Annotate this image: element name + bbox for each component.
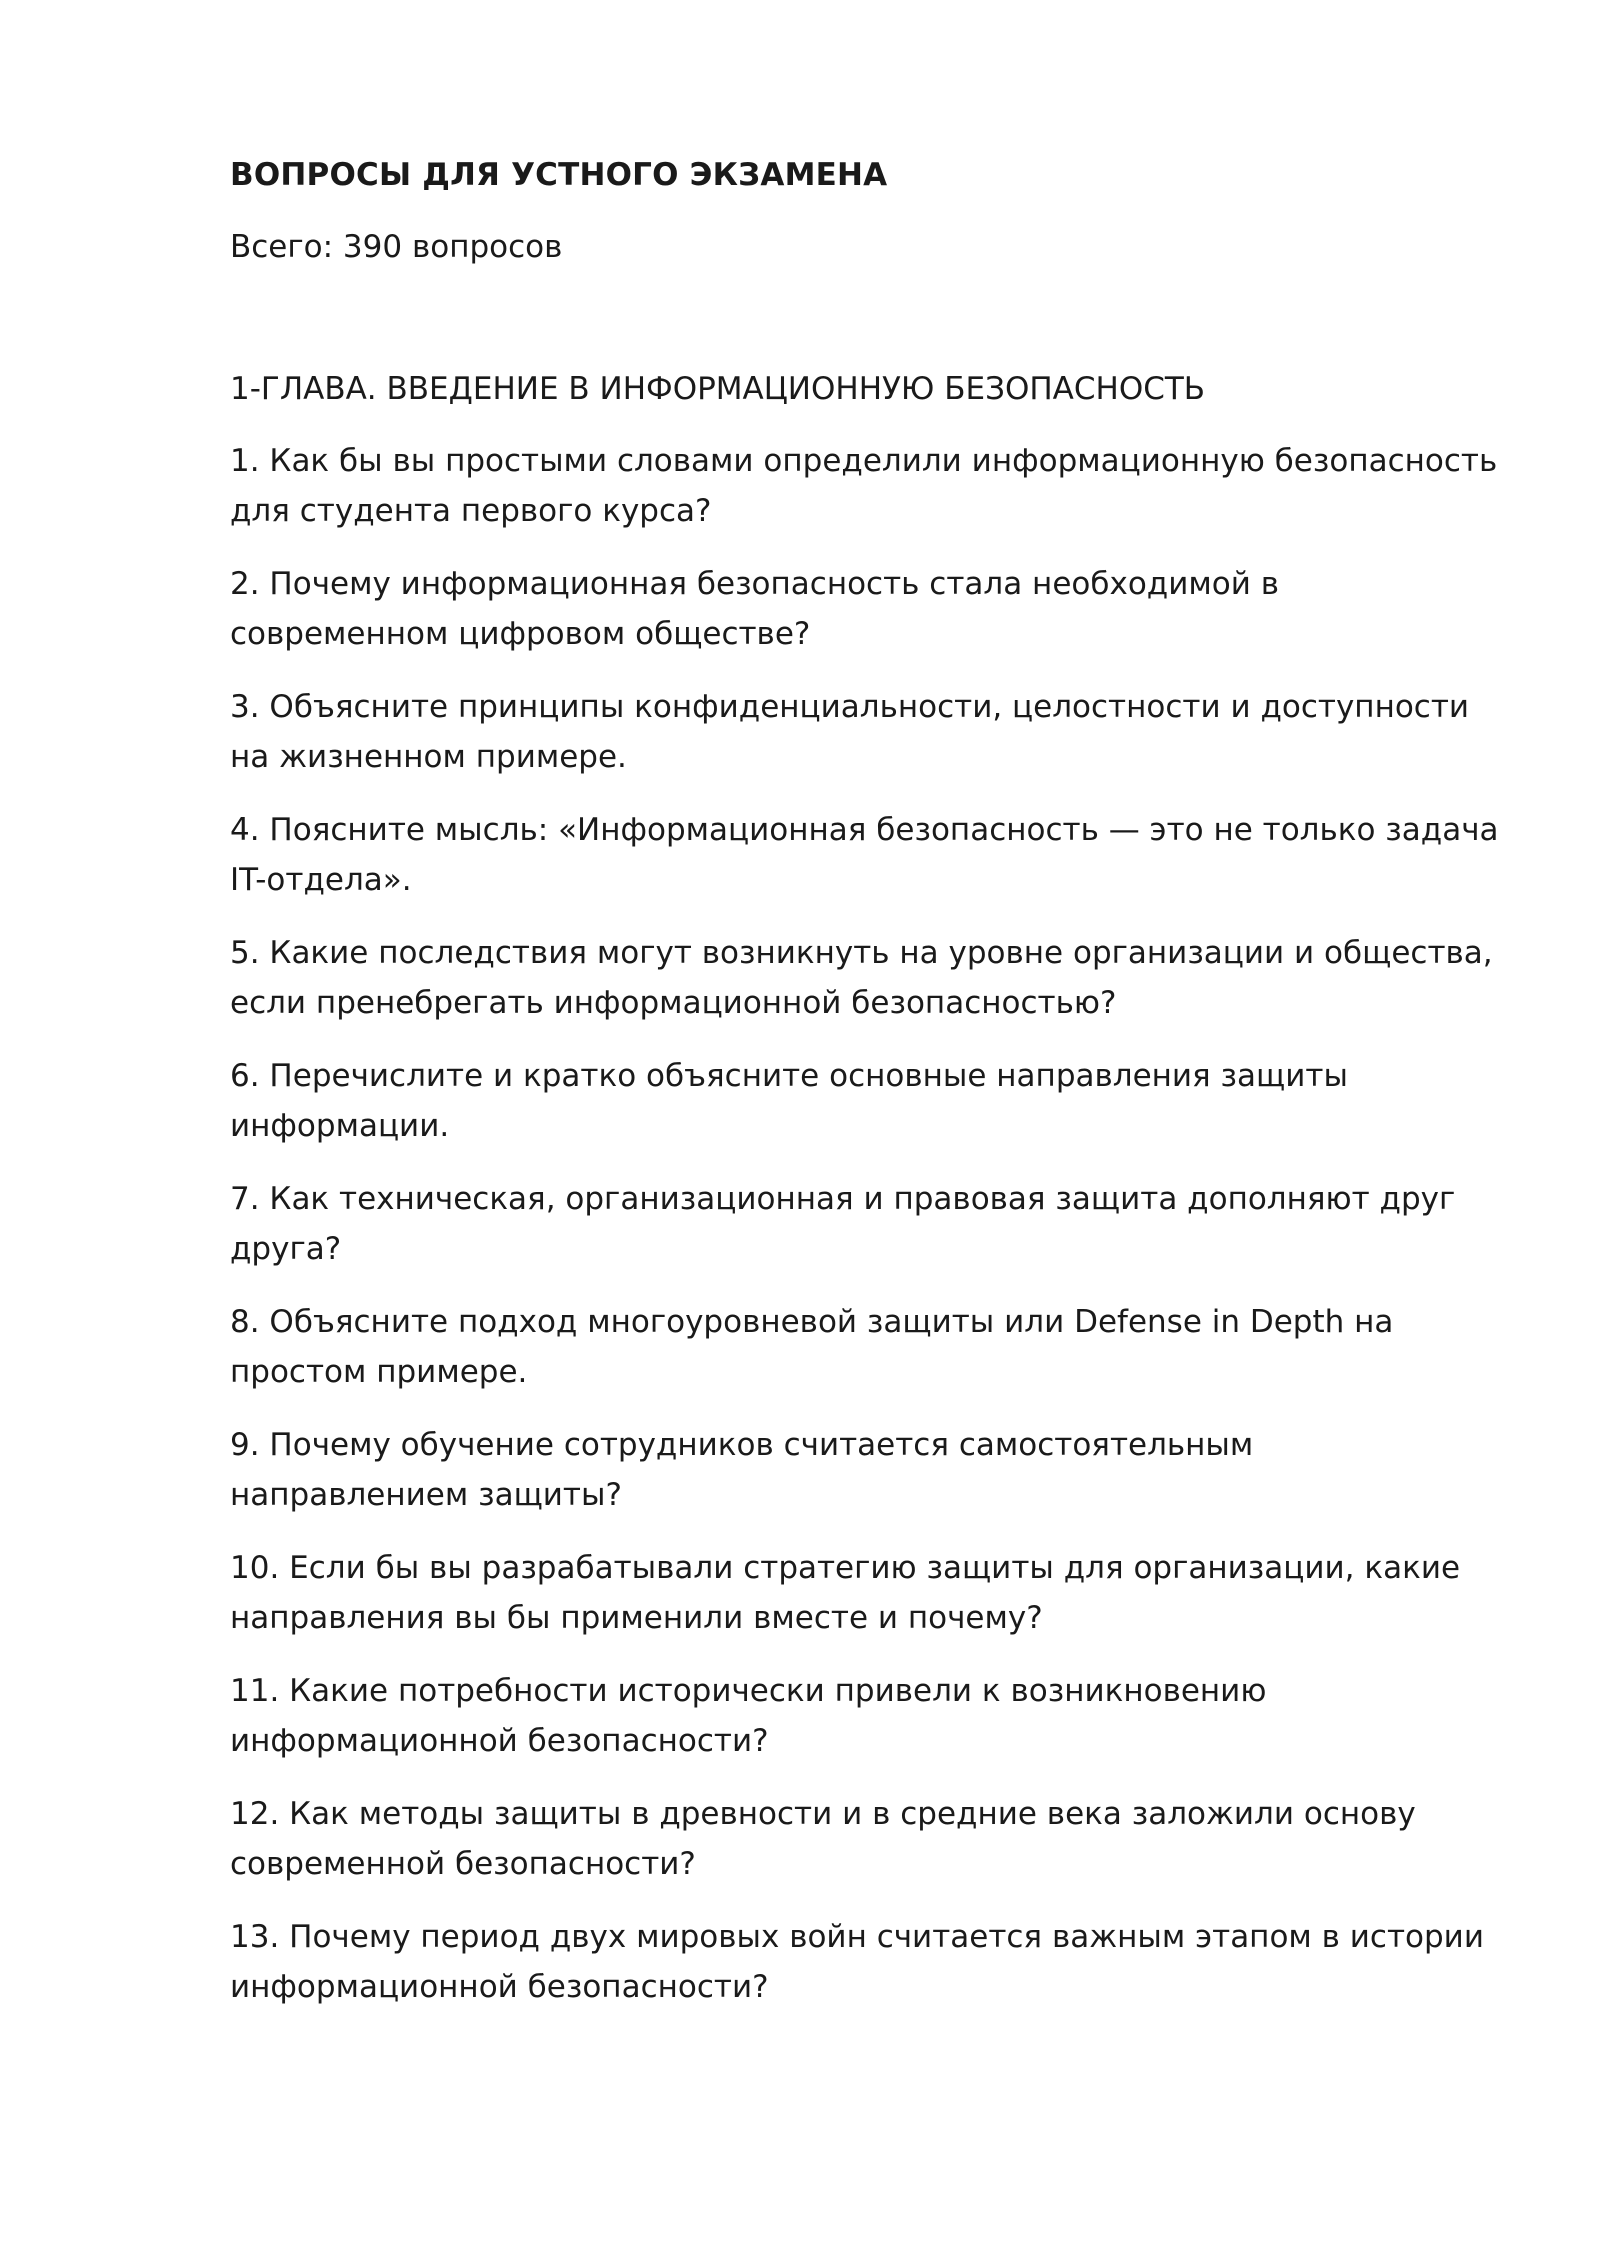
question-item: 3. Объясните принципы конфиденциальности, целостности и доступности на жизненном примере. bbox=[230, 689, 1470, 775]
question-item: 10. Если бы вы разрабатывали стратегию защиты для организации, какие направления вы бы применили вместе и почему? bbox=[230, 1550, 1461, 1636]
question-item: 13. Почему период двух мировых войн считается важным этапом в истории информационной безопасности? bbox=[230, 1919, 1484, 2005]
question-item: 5. Какие последствия могут возникнуть на уровне организации и общества, если пренебрегать информационной безопасностью? bbox=[230, 935, 1493, 1021]
question-item: 1. Как бы вы простыми словами определили информационную безопасность для студента первого курса? bbox=[230, 443, 1498, 529]
question-item: 2. Почему информационная безопасность стала необходимой в современном цифровом обществе? bbox=[230, 566, 1279, 652]
document-page bbox=[230, 150, 1500, 2035]
question-item: 11. Какие потребности исторически привели к возникновению информационной безопасности? bbox=[230, 1673, 1267, 1759]
question-count: Всего: 390 вопросов bbox=[230, 229, 563, 265]
chapter-title: 1-ГЛАВА. ВВЕДЕНИЕ В ИНФОРМАЦИОННУЮ БЕЗОПАСНОСТЬ bbox=[230, 371, 1206, 407]
question-item: 7. Как техническая, организационная и правовая защита дополняют друг друга? bbox=[230, 1181, 1456, 1267]
question-item: 12. Как методы защиты в древности и в средние века заложили основу современной безопасности? bbox=[230, 1796, 1416, 1882]
question-list bbox=[230, 436, 1500, 2012]
question-item: 6. Перечислите и кратко объясните основные направления защиты информации. bbox=[230, 1058, 1348, 1144]
question-item: 4. Поясните мысль: «Информационная безопасность — это не только задача IT-отдела». bbox=[230, 812, 1499, 898]
question-item: 9. Почему обучение сотрудников считается самостоятельным направлением защиты? bbox=[230, 1427, 1254, 1513]
question-item: 8. Объясните подход многоуровневой защиты или Defense in Depth на простом примере. bbox=[230, 1304, 1394, 1390]
document-title: ВОПРОСЫ ДЛЯ УСТНОГО ЭКЗАМЕНА bbox=[230, 157, 888, 193]
